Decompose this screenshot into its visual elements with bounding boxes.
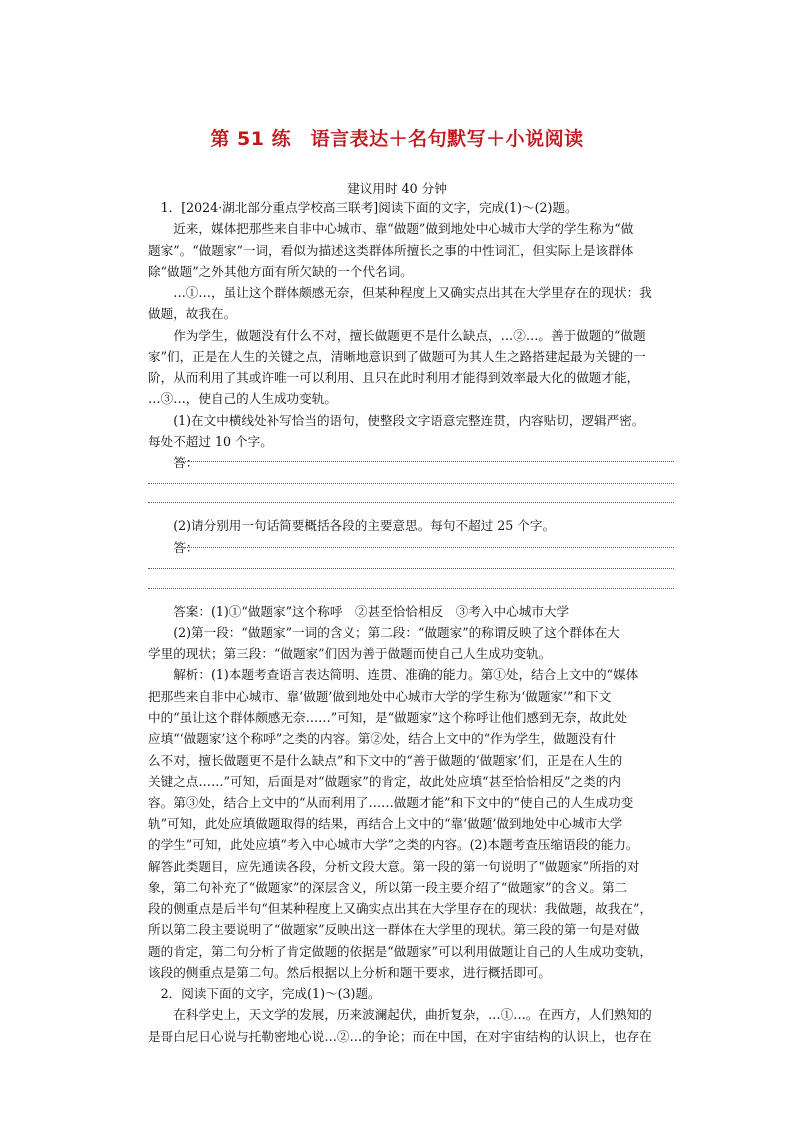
text-line: 题家”。“做题家”一词，看似为描述这类群体所擅长之事的中性词汇，但实际上是该群体: [148, 243, 634, 258]
text-line: 每处不超过 10 个字。: [148, 434, 273, 449]
text-line: 容。第③处，结合上文中的“从而利用了……做题才能”和下文中的“使自己的人生成功变: [148, 795, 634, 810]
text-line: 应填“‘做题家’这个称呼”之类的内容。第②处，结合上文中的“作为学生，做题没有什: [148, 731, 617, 746]
text-line: 1．[2024·湖北部分重点学校高三联考]阅读下面的文字，完成(1)～(2)题。: [148, 200, 578, 215]
page-title: 第 51 练 语言表达＋名句默写＋小说阅读: [210, 128, 584, 150]
text-line: 该段的侧重点是第二句。然后根据以上分析和题干要求，进行概括即可。: [148, 965, 551, 980]
answer-line[interactable]: [176, 461, 674, 462]
text-line: …③…，使自己的人生成功变轨。: [148, 391, 337, 406]
text-line: 么不对，擅长做题更不是什么缺点”和下文中的“善于做题的‘做题家’们，正是在人生的: [148, 753, 623, 768]
text-line: 阶，从而利用了其或许唯一可以利用、且只在此时利用才能得到效率最大化的做题才能，: [148, 370, 640, 385]
text-line: …①…，虽让这个群体颇感无奈，但某种程度上又确实点出其在大学里存在的现状：我: [148, 285, 652, 300]
text-line: 把那些来自非中心城市、靠‘做题’做到地处中心城市大学的学生称为‘做题家’”和下文: [148, 689, 612, 704]
text-line: (2)第一段：“做题家”一词的含义；第二段：“做题家”的称谓反映了这个群体在大: [148, 625, 620, 640]
answer-line[interactable]: [148, 568, 674, 569]
text-line: 是哥白尼日心说与托勒密地心说…②…的争论；而在中国，在对宇宙结构的认识上，也存在: [148, 1029, 652, 1044]
text-line: 轨”可知，此处应填做题取得的结果，再结合上文中的“靠‘做题’做到地处中心城市大学: [148, 816, 623, 831]
text-line: 答案：(1)①“做题家”这个称呼 ②甚至恰恰相反 ③考入中心城市大学: [148, 604, 570, 619]
text-line: 学里的现状；第三段：“做题家”们因为善于做题而使自己人生成功变轨。: [148, 646, 552, 661]
text-line: 解答此类题目，应先通读各段，分析文段大意。第一段的第一句说明了“做题家”所指的对: [148, 859, 640, 874]
text-line: 解析：(1)本题考查语言表达简明、连贯、准确的能力。第①处，结合上文中的“媒体: [148, 667, 639, 682]
text-line: 段的侧重点是后半句“但某种程度上又确实点出其在大学里存在的现状：我做题，故我在”，: [148, 901, 653, 916]
text-line: 所以第二段主要说明了“做题家”反映出这一群体在大学里的现状。第三段的第一句是对做: [148, 922, 640, 937]
text-line: 家”们，正是在人生的关键之点，清晰地意识到了做题可为其人生之路搭建起最为关键的一: [148, 349, 646, 364]
answer-line[interactable]: [148, 483, 674, 484]
text-line: 近来，媒体把那些来自非中心城市、靠“做题”做到地处中心城市大学的学生称为“做: [148, 221, 634, 236]
text-line: 2．阅读下面的文字，完成(1)～(3)题。: [148, 986, 381, 1001]
text-line: 中的“虽让这个群体颇感无奈……”可知，是“做题家”这个称呼让他们感到无奈，故此处: [148, 710, 628, 725]
text-line: 除“做题”之外其他方面有所欠缺的一个代名词。: [148, 264, 413, 279]
suggested-time: 建议用时 40 分钟: [347, 181, 447, 196]
text-line: 象，第二句补充了“做题家”的深层含义，所以第一段主要介绍了“做题家”的含义。第二: [148, 880, 628, 895]
text-line: 做题，故我在。: [148, 306, 237, 321]
text-line: 答：: [148, 540, 199, 555]
answer-line[interactable]: [148, 588, 674, 589]
answer-line[interactable]: [148, 502, 674, 503]
text-line: 作为学生，做题没有什么不对，擅长做题更不是什么缺点，…②…。善于做题的“做题: [148, 328, 646, 343]
text-line: 在科学史上，天文学的发展，历来波澜起伏，曲折复杂，…①…。在西方，人们熟知的: [148, 1007, 652, 1022]
text-line: (2)请分别用一句话简要概括各段的主要意思。每句不超过 25 个字。: [148, 518, 556, 533]
text-line: 的学生”可知，此处应填“考入中心城市大学”之类的内容。(2)本题考查压缩语段的能力。: [148, 837, 639, 852]
text-line: 题的肯定，第二句分析了肯定做题的依据是“做题家”可以利用做题让自己的人生成功变轨，: [148, 944, 653, 959]
answer-line[interactable]: [176, 547, 674, 548]
text-line: 关键之点……”可知，后面是对“做题家”的肯定，故此处应填“甚至恰恰相反”之类的内: [148, 774, 621, 789]
text-line: 答：: [148, 455, 199, 470]
text-line: (1)在文中横线处补写恰当的语句，使整段文字语意完整连贯，内容贴切，逻辑严密。: [148, 413, 645, 428]
